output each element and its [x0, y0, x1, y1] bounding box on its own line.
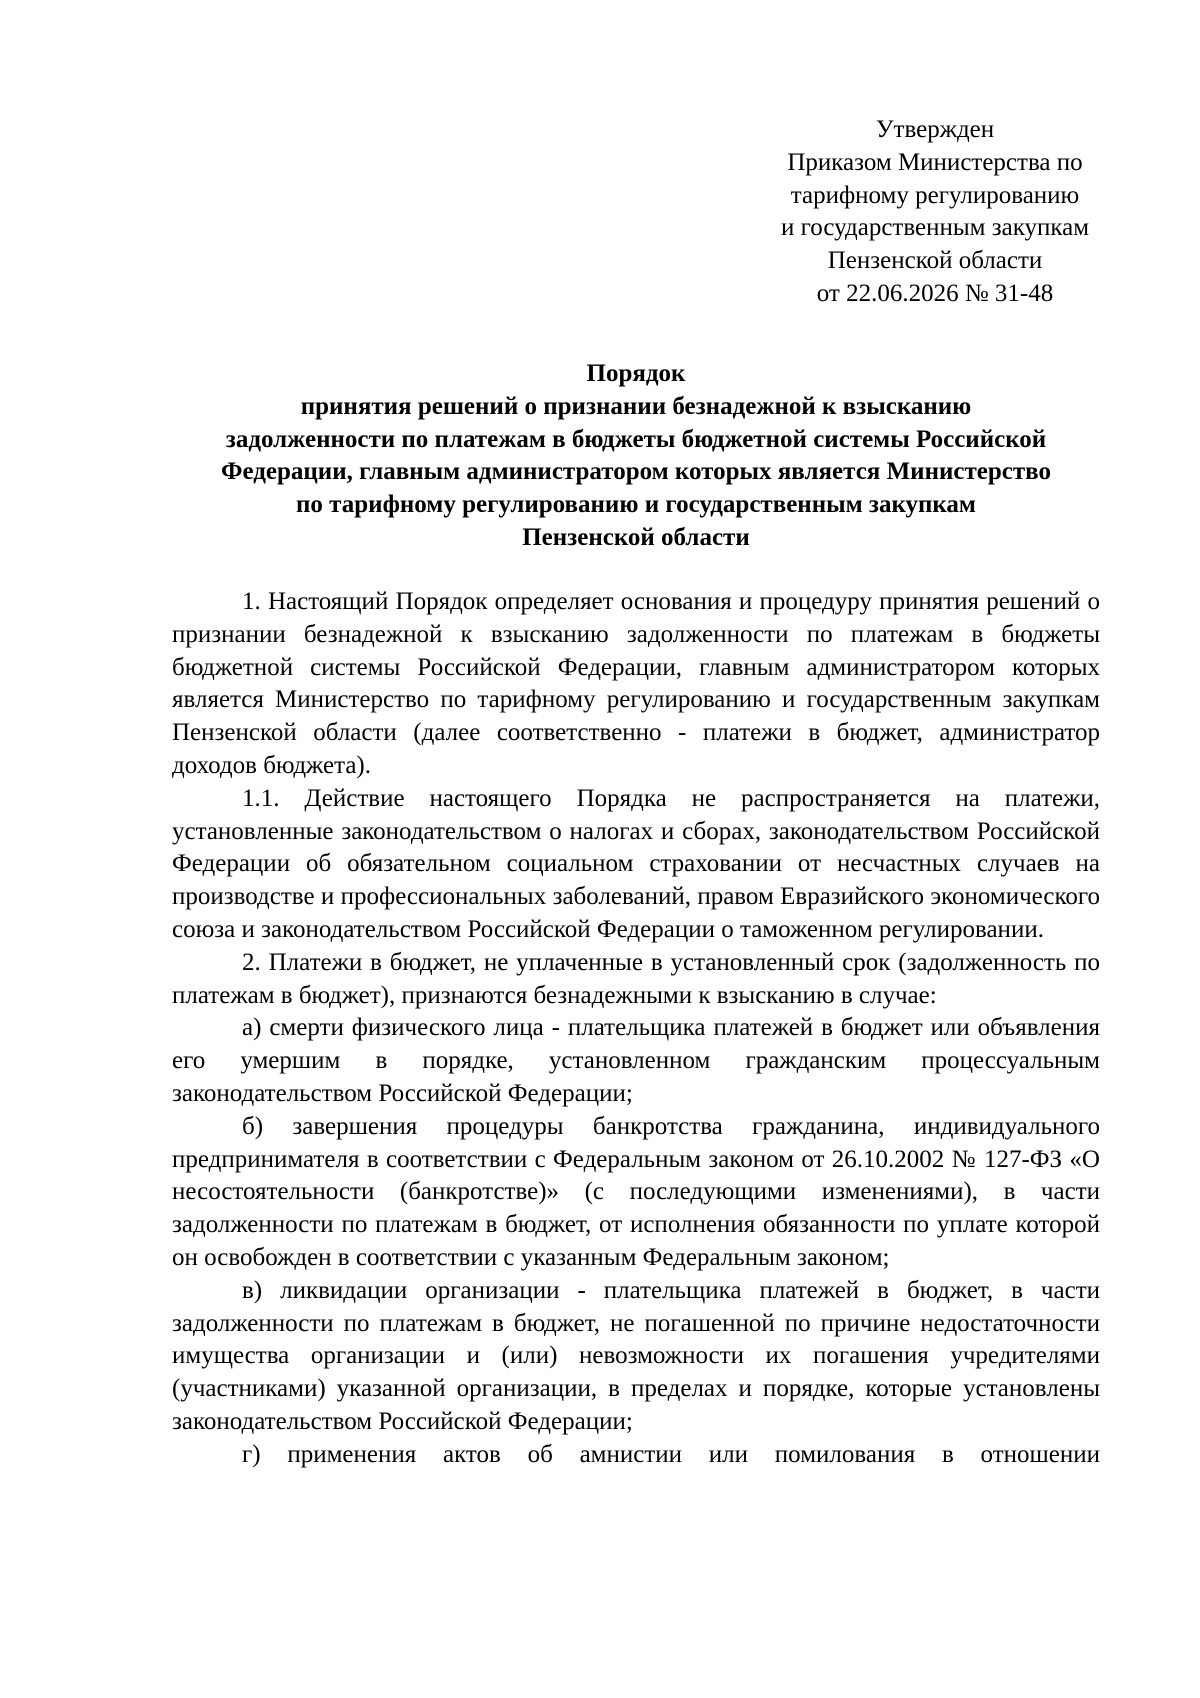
paragraph-1: 1. Настоящий Порядок определяет основания и процедуру принятия решений о признании безнадежной к взысканию задолженности по платежам в бюджеты бюджетной системы Российской Федерации, главным администратором которых является Министерство по тарифному регулированию и государственным закупкам Пензенской области (далее соответственно - платежи в бюджет, администратор доходов бюджета).	[172, 588, 1100, 779]
paragraph-2: 2. Платежи в бюджет, не уплаченные в установленный срок (задолженность по платежам в бюджет), признаются безнадежными к взысканию в случае:	[172, 948, 1100, 1009]
paragraph-1-1: 1.1. Действие настоящего Порядка не распространяется на платежи, установленные законодательством о налогах и сборах, законодательством Российской Федерации об обязательном социальном страховании от несчастных случаев на производстве и профессиональных заболеваний, правом Евразийского экономического союза и законодательством Российской Федерации о таможенном регулировании.	[172, 784, 1100, 943]
title-line: принятия решений о признании безнадежной к взысканию	[300, 392, 972, 420]
title-line: Пензенской области	[522, 523, 750, 551]
title-line: задолженности по платежам в бюджеты бюджетной системы Российской	[225, 425, 1047, 453]
title-line: по тарифному регулированию и государственным закупкам	[296, 491, 976, 519]
title-line: Федерации, главным администратором которых является Министерство	[221, 458, 1051, 486]
title-line: Порядок	[586, 360, 686, 387]
paragraph-2-g: г) применения актов об амнистии или помилования в отношении	[242, 1440, 1100, 1468]
paragraph-2-a: а) смерти физического лица - плательщика платежей в бюджет или объявления его умершим в порядке, установленном гражданским процессуальным законодательством Российской Федерации;	[172, 1014, 1100, 1107]
paragraph-2-v: в) ликвидации организации - плательщика платежей в бюджет, в части задолженности по платежам в бюджет, не погашенной по причине недостаточности имущества организации и (или) невозможности их погашения учредителями (участниками) указанной организации, в пределах и порядке, которые установлены законодательством Российской Федерации;	[172, 1276, 1100, 1435]
approval-line: и государственным закупкам	[780, 214, 1090, 242]
approval-line: Утвержден	[875, 116, 995, 143]
approval-block	[720, 114, 1150, 311]
paragraph-2-b: б) завершения процедуры банкротства гражданина, индивидуального предпринимателя в соответствии с Федеральным законом от 26.10.2002 № 127-ФЗ «О несостоятельности (банкротстве)» (с последующими изменениями), в части задолженности по платежам в бюджет, от исполнения обязанности по уплате которой он освобожден в соответствии с указанным Федеральным законом;	[172, 1112, 1100, 1271]
approval-line: от 22.06.2026 № 31-48	[816, 279, 1054, 307]
document-body	[172, 586, 1100, 1472]
approval-line: тарифному регулированию	[790, 181, 1080, 209]
document-title	[172, 358, 1100, 555]
approval-line: Пензенской области	[827, 247, 1043, 275]
approval-line: Приказом Министерства по	[787, 148, 1083, 176]
